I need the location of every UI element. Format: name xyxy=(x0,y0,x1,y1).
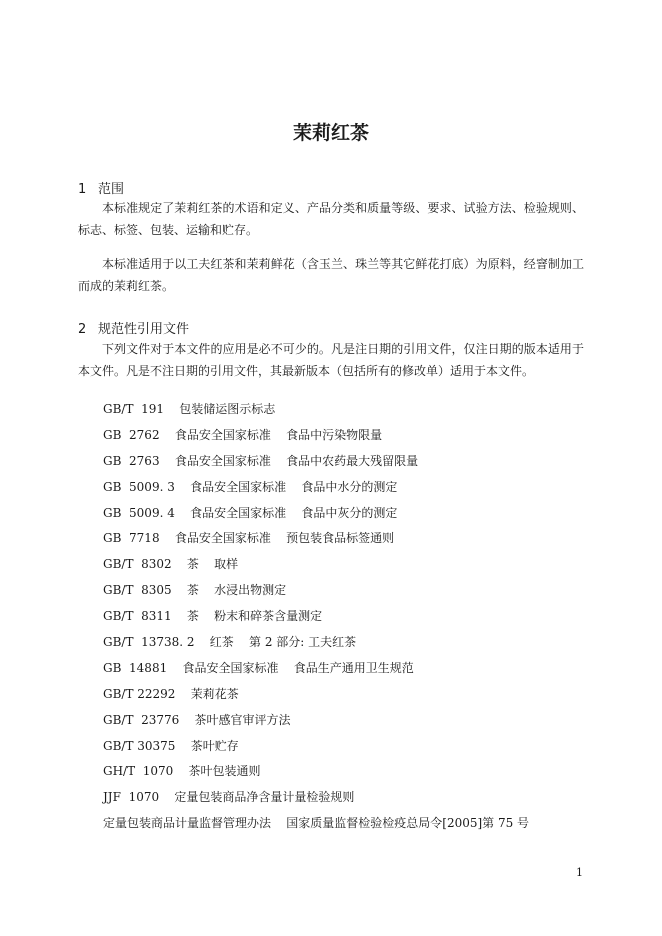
section-heading-scope xyxy=(78,178,124,197)
reference-item: 定量包装商品计量监督管理办法 国家质量监督检验检疫总局令[2005]第 75 号 xyxy=(103,816,530,831)
reference-item: GB/T 23776 茶叶感官审评方法 xyxy=(103,712,291,727)
scope-paragraph-1: 本标准规定了茉莉红茶的术语和定义、产品分类和质量等级、要求、试验方法、检验规则、标志、标签、包装、运输和贮存。 xyxy=(78,201,584,237)
reference-item: GB/T 191 包装储运图示标志 xyxy=(103,402,276,416)
reference-item: GH/T 1070 茶叶包装通则 xyxy=(103,764,261,779)
section-number: 1 xyxy=(78,182,87,197)
section-heading-normative-references xyxy=(78,318,189,337)
reference-item: GB 2762 食品安全国家标准 食品中污染物限量 xyxy=(103,427,383,442)
reference-item: GB 5009. 3 食品安全国家标准 食品中水分的测定 xyxy=(103,479,398,494)
section-title: 范围 xyxy=(98,182,125,197)
document-title: 茉莉红茶 xyxy=(292,122,369,144)
reference-item: GB/T 13738. 2 红茶 第 2 部分: 工夫红茶 xyxy=(103,635,357,650)
reference-item: GB/T 22292 茉莉花茶 xyxy=(103,686,239,701)
section-number: 2 xyxy=(78,322,87,337)
references-intro-paragraph: 下列文件对于本文件的应用是必不可少的。凡是注日期的引用文件，仅注日期的版本适用于本文件。凡是不注日期的引用文件，其最新版本（包括所有的修改单）适用于本文件。 xyxy=(78,342,584,378)
scope-paragraph-2: 本标准适用于以工夫红茶和茉莉鲜花（含玉兰、珠兰等其它鲜花打底）为原料，经窨制加工而成的茉莉红茶。 xyxy=(78,257,584,293)
reference-item: GB 14881 食品安全国家标准 食品生产通用卫生规范 xyxy=(103,660,414,675)
reference-item: GB/T 8302 茶 取样 xyxy=(103,557,239,572)
reference-item: GB 2763 食品安全国家标准 食品中农药最大残留限量 xyxy=(103,453,419,468)
section-title: 规范性引用文件 xyxy=(98,322,190,337)
reference-item: GB/T 8305 茶 水浸出物测定 xyxy=(103,583,287,598)
reference-item: JJF 1070 定量包装商品净含量计量检验规则 xyxy=(103,790,355,805)
reference-list xyxy=(103,397,529,837)
reference-item: GB 7718 食品安全国家标准 预包装食品标签通则 xyxy=(103,531,395,546)
reference-item: GB 5009. 4 食品安全国家标准 食品中灰分的测定 xyxy=(103,505,398,520)
reference-item: GB/T 8311 茶 粉末和碎茶含量测定 xyxy=(103,609,323,624)
page-number: 1 xyxy=(576,866,583,879)
reference-item: GB/T 30375 茶叶贮存 xyxy=(103,738,239,753)
